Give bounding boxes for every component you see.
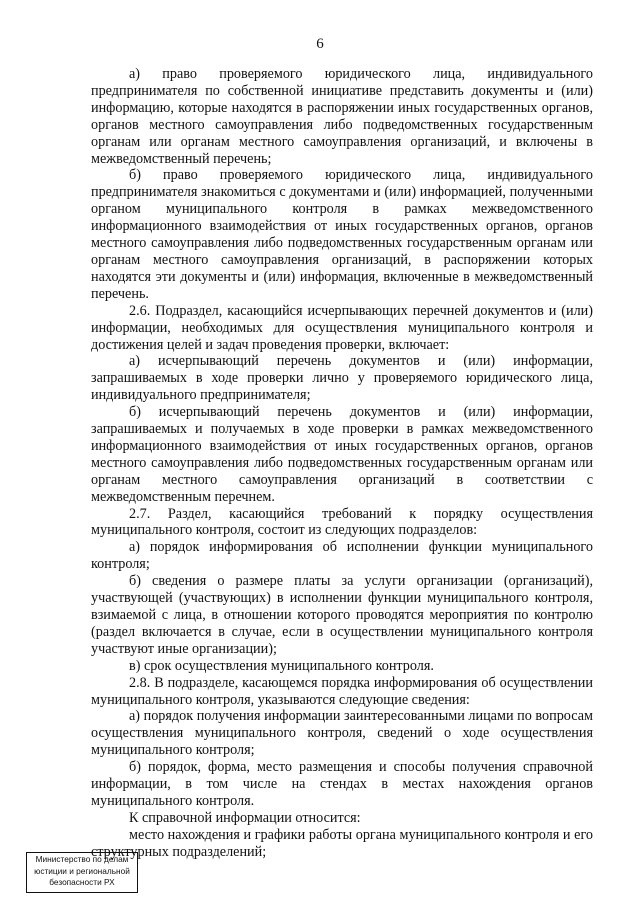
stamp-line: Министерство по делам	[35, 854, 129, 864]
document-body	[91, 66, 593, 861]
paragraph-2-6-b: б) исчерпывающий перечень документов и (или) информации, запрашиваемых и получаемых в ходе проверки в рамках межведомственного информационного взаимодействия от иных государственных органов, органов местного самоуправления либо подведомственных государственным органам или органам местного самоуправления организаций в соответствии с межведомственным перечнем.	[91, 404, 593, 505]
stamp-line: безопасности РХ	[49, 877, 115, 887]
paragraph-2-8-a: а) порядок получения информации заинтересованными лицами по вопросам осуществления муниципального контроля, сведений о ходе осуществления муниципального контроля;	[91, 708, 593, 759]
page-number: 6	[316, 36, 324, 52]
paragraph-2-7-b: б) сведения о размере платы за услуги организации (организаций), участвующей (участвующих) в исполнении функции муниципального контроля, взимаемой с лица, в отношении которого проводятся мероприятия по контролю (раздел включается в случае, если в осуществлении муниципального контроля участвуют иные организации);	[91, 573, 593, 657]
paragraph-2-7: 2.7. Раздел, касающийся требований к порядку осуществления муниципального контроля, состоит из следующих подразделов:	[91, 505, 593, 539]
ministry-stamp	[26, 852, 138, 893]
stamp-line: юстиции и региональной	[34, 865, 130, 876]
paragraph-2-6-a: а) исчерпывающий перечень документов и (или) информации, запрашиваемых в ходе проверки лично у проверяемого юридического лица, индивидуального предпринимателя;	[91, 353, 593, 404]
paragraph-reference-info: К справочной информации относится:	[129, 809, 361, 826]
paragraph-2-8-b: б) порядок, форма, место размещения и способы получения справочной информации, в том числе на стендах в местах нахождения органов муниципального контроля.	[91, 759, 593, 809]
paragraph-2-7-a: а) порядок информирования об исполнении функции муниципального контроля;	[91, 539, 593, 573]
paragraph-2-8: 2.8. В подразделе, касающемся порядка информирования об осуществлении муниципального контроля, указываются следующие сведения:	[91, 674, 593, 708]
paragraph-2-7-c: в) срок осуществления муниципального контроля.	[129, 657, 434, 674]
paragraph-location-schedule: место нахождения и графики работы органа муниципального контроля и его структурных подразделений;	[91, 826, 593, 860]
paragraph-2-5-a: а) право проверяемого юридического лица, индивидуального предпринимателя по собственной инициативе представить документы и (или) информацию, которые находятся в распоряжении иных государственных органов, органов местного самоуправления либо подведомственных государственным органам или органам местного самоуправления организаций, и включены в межведомственный перечень;	[91, 66, 593, 167]
paragraph-2-5-b: б) право проверяемого юридического лица, индивидуального предпринимателя знакомиться с документами и (или) информацией, полученными органом муниципального контроля в рамках межведомственного информационного взаимодействия от иных государственных органов, органов местного самоуправления либо подведомственных государственным органам или органам местного самоуправления организаций, в распоряжении которых находятся эти документы и (или) информация, включенные в межведомственный перечень.	[91, 167, 593, 302]
paragraph-2-6: 2.6. Подраздел, касающийся исчерпывающих перечней документов и (или) информации, необходимых для осуществления муниципального контроля и достижения целей и задач проведения проверки, включает:	[91, 302, 593, 353]
